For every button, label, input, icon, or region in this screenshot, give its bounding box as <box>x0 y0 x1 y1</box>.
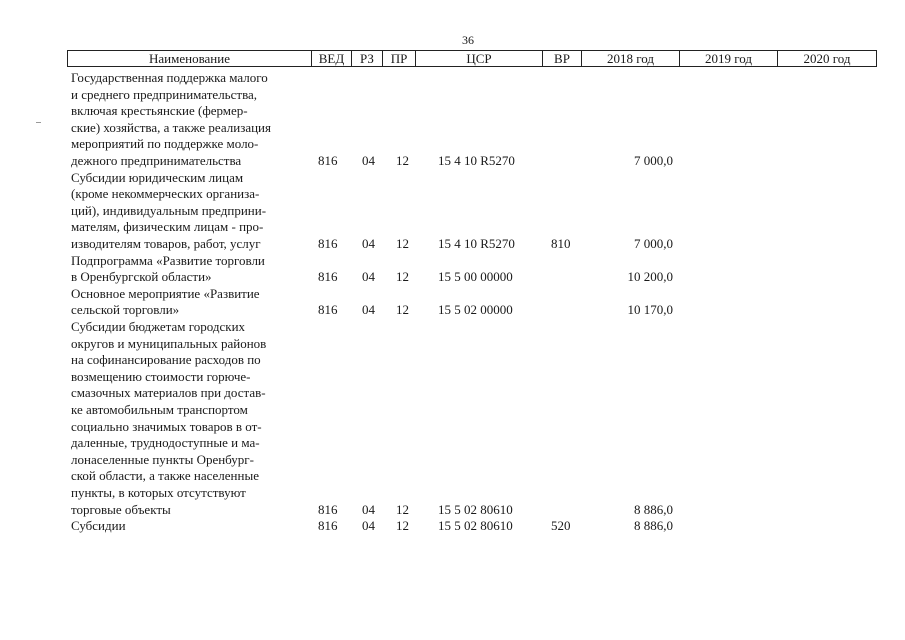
row-csr: 15 5 00 00000 <box>438 269 513 285</box>
row-name-line: ций), индивидуальным предприни- <box>71 202 267 218</box>
table-row <box>0 319 905 518</box>
header-2019: 2019 год <box>679 51 777 66</box>
row-csr: 15 5 02 00000 <box>438 302 513 318</box>
row-name-line: лонаселенные пункты Оренбург- <box>71 451 254 467</box>
row-name <box>71 253 311 286</box>
row-2018: 8 886,0 <box>634 518 673 534</box>
row-ved: 816 <box>318 501 338 517</box>
table-row <box>0 170 905 253</box>
row-pr: 12 <box>396 153 409 168</box>
header-name: Наименование <box>149 51 230 66</box>
row-name-line: включая крестьянские (фермер- <box>71 103 248 119</box>
row-ved: 816 <box>318 153 338 168</box>
row-name-line: в Оренбургской области» <box>71 269 212 285</box>
row-rz: 04 <box>362 269 375 285</box>
header-2018: 2018 год <box>581 51 679 66</box>
row-name-line: ские) хозяйства, а также реализация <box>71 119 271 135</box>
table-row <box>0 286 905 319</box>
row-name-line: Субсидии бюджетам городских <box>71 319 246 334</box>
table-row <box>0 70 905 170</box>
row-name-line: Подпрограмма «Развитие торговли <box>71 252 265 268</box>
header-2020: 2020 год <box>777 51 876 66</box>
row-rz: 04 <box>362 235 375 251</box>
table-header <box>67 50 877 67</box>
row-name <box>71 170 311 253</box>
row-name <box>71 518 311 535</box>
row-name-line: ской области, а также населенные <box>71 468 259 484</box>
row-2018: 10 170,0 <box>627 302 673 318</box>
row-name-line: пункты, в которых отсутствуют <box>71 484 246 500</box>
table-row <box>0 518 905 535</box>
row-name-line: социально значимых товаров в от- <box>71 418 262 434</box>
row-name-line: сельской торговли» <box>71 302 180 318</box>
row-name-line: возмещению стоимости горюче- <box>71 368 251 384</box>
header-vr: ВР <box>542 51 581 66</box>
row-rz: 04 <box>362 501 375 517</box>
row-vr: 520 <box>551 518 571 534</box>
row-name-line: Субсидии <box>71 518 126 534</box>
row-name-line: Основное мероприятие «Развитие <box>71 285 260 301</box>
row-name <box>71 70 311 170</box>
row-name-line: смазочных материалов при достав- <box>71 385 266 401</box>
row-csr: 15 5 02 80610 <box>438 518 513 534</box>
header-pr: ПР <box>382 51 415 66</box>
row-name-line: (кроме некоммерческих организа- <box>71 186 260 202</box>
row-csr: 15 5 02 80610 <box>438 501 513 517</box>
row-csr: 15 4 10 R5270 <box>438 235 515 251</box>
header-csr: ЦСР <box>415 51 542 66</box>
row-name-line: мателям, физическим лицам - про- <box>71 219 264 235</box>
table-row <box>0 253 905 286</box>
row-pr: 12 <box>396 235 409 251</box>
page-number: 36 <box>462 33 474 47</box>
row-name-line: изводителям товаров, работ, услуг <box>71 235 261 251</box>
row-name-line: и среднего предпринимательства, <box>71 86 258 102</box>
row-name-line: Государственная поддержка малого <box>71 70 268 85</box>
row-pr: 12 <box>396 269 409 285</box>
row-2018: 8 886,0 <box>634 501 673 517</box>
row-name-line: округов и муниципальных районов <box>71 335 267 351</box>
row-rz: 04 <box>362 518 375 534</box>
row-name-line: дежного предпринимательства <box>71 152 242 168</box>
row-name-line: Субсидии юридическим лицам <box>71 169 244 185</box>
row-name-line: ке автомобильным транспортом <box>71 401 248 417</box>
row-name-line: торговые объекты <box>71 501 171 517</box>
row-ved: 816 <box>318 518 338 534</box>
row-pr: 12 <box>396 518 409 534</box>
row-ved: 816 <box>318 269 338 285</box>
row-name-line: на софинансирование расходов по <box>71 352 261 368</box>
row-name <box>71 319 311 518</box>
row-csr: 15 4 10 R5270 <box>438 153 515 168</box>
row-2018: 7 000,0 <box>634 235 673 251</box>
row-name <box>71 286 311 319</box>
row-vr: 810 <box>551 235 571 251</box>
row-ved: 816 <box>318 302 338 318</box>
row-rz: 04 <box>362 302 375 318</box>
header-rz: РЗ <box>351 51 382 66</box>
row-2018: 10 200,0 <box>627 269 673 285</box>
row-2018: 7 000,0 <box>634 153 673 168</box>
row-pr: 12 <box>396 501 409 517</box>
row-rz: 04 <box>362 153 375 168</box>
row-name-line: мероприятий по поддержке моло- <box>71 136 259 152</box>
row-ved: 816 <box>318 235 338 251</box>
header-ved: ВЕД <box>311 51 351 66</box>
row-pr: 12 <box>396 302 409 318</box>
row-name-line: даленные, труднодоступные и ма- <box>71 435 260 451</box>
